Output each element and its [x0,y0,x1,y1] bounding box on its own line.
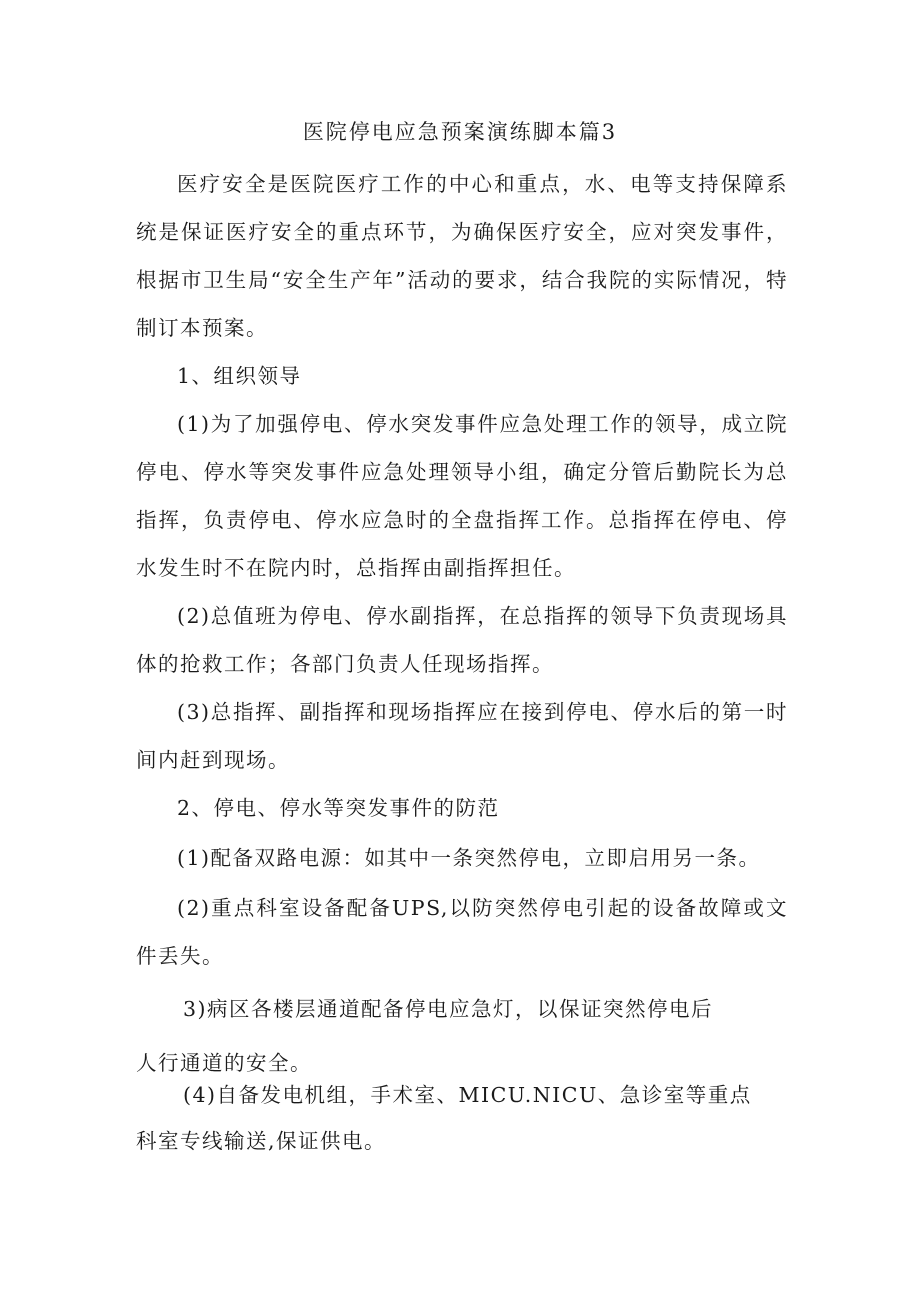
section-1-item-1: (1)为了加强停电、停水突发事件应急处理工作的领导，成立院停电、停水等突发事件应急处理领导小组，确定分管后勤院长为总指挥，负责停电、停水应急时的全盘指挥工作。总指挥在停电、停水发生时不在院内时，总指挥由副指挥担任。 [136,412,788,580]
section-1-item-2: (2)总值班为停电、停水副指挥，在总指挥的领导下负责现场具体的抢救工作；各部门负责人任现场指挥。 [136,604,788,676]
section-2-item-2: (2)重点科室设备配备UPS,以防突然停电引起的设备故障或文件丢失。 [136,896,788,968]
section-2-item-3-line-2: 人行通道的安全。 [136,1051,312,1075]
section-2-item-3-line-1: 3)病区各楼层通道配备停电应急灯，以保证突然停电后 [183,997,714,1021]
section-1-item-3: (3)总指挥、副指挥和现场指挥应在接到停电、停水后的第一时间内赶到现场。 [136,700,788,772]
intro-paragraph: 医疗安全是医院医疗工作的中心和重点，水、电等支持保障系统是保证医疗安全的重点环节，为确保医疗安全，应对突发事件，根据市卫生局“安全生产年”活动的要求，结合我院的实际情况，特制订本预案。 [136,172,788,340]
section-2-item-4-line-2: 科室专线输送,保证供电。 [136,1129,387,1153]
section-2-item-1: (1)配备双路电源：如其中一条突然停电，立即启用另一条。 [177,846,761,870]
section-2-heading: 2、停电、停水等突发事件的防范 [177,796,500,820]
section-1-heading: 1、组织领导 [177,364,302,388]
page-title: 医院停电应急预案演练脚本篇3 [302,120,618,144]
section-2-item-4-line-1: (4)自备发电机组，手术室、MICU.NICU、急诊室等重点 [183,1083,752,1107]
